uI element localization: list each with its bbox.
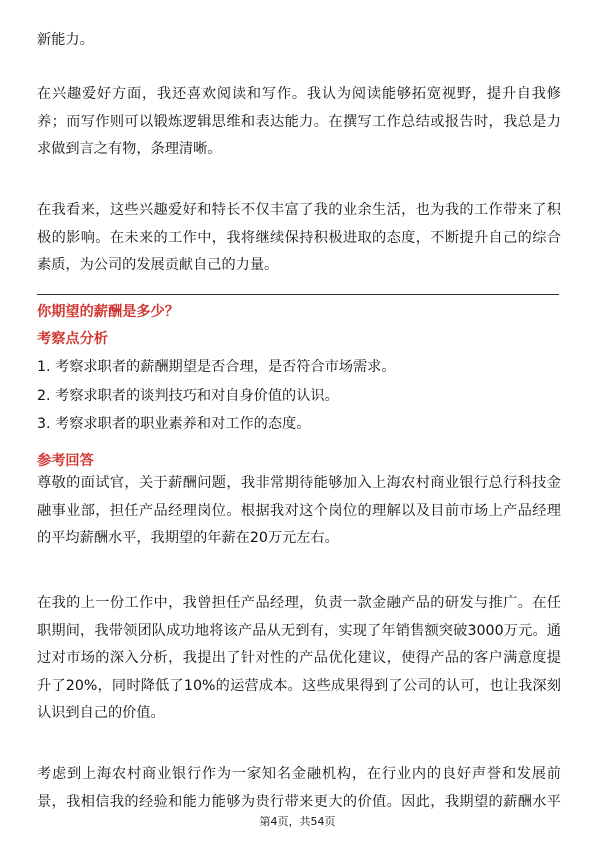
text-line: 在我看来，这些兴趣爱好和特长不仅丰富了我的业余生活，也为我的工作带来了积 <box>37 202 561 218</box>
text-line: 素质，为公司的发展贡献自己的力量。 <box>37 257 279 273</box>
analysis-point: 3. 考察求职者的职业素养和对工作的态度。 <box>37 416 311 432</box>
section-divider <box>37 294 559 295</box>
text-line: 在我的上一份工作中，我曾担任产品经理，负责一款金融产品的研发与推广。在任 <box>37 595 561 611</box>
text-line: 的平均薪酬水平，我期望的年薪在20万元左右。 <box>37 530 339 546</box>
text-line: 过对市场的深入分析，我提出了针对性的产品优化建议，使得产品的客户满意度提 <box>37 650 561 666</box>
answer-heading: 参考回答 <box>37 453 94 469</box>
analysis-point: 2. 考察求职者的谈判技巧和对自身价值的认识。 <box>37 388 339 404</box>
answer-paragraph-1 <box>37 470 561 553</box>
text-line: 考虑到上海农村商业银行作为一家知名金融机构，在行业内的良好声誉和发展前 <box>37 766 561 782</box>
top-fragment <box>37 27 561 55</box>
text-line: 养；而写作则可以锻炼逻辑思维和表达能力。在撰写工作总结或报告时，我总是力 <box>37 113 561 130</box>
answer-paragraph-2 <box>37 590 561 728</box>
text-line: 尊敬的面试官，关于薪酬问题，我非常期待能够加入上海农村商业银行总行科技金 <box>37 475 561 491</box>
text-line: 融事业部，担任产品经理岗位。根据我对这个岗位的理解以及目前市场上产品经理 <box>37 502 561 519</box>
hobbies-paragraph <box>37 81 561 164</box>
question-title: 你期望的薪酬是多少？ <box>37 304 179 320</box>
text-line: 极的影响。在未来的工作中，我将继续保持积极进取的态度，不断提升自己的综合 <box>37 229 561 246</box>
answer-paragraph-3 <box>37 761 561 816</box>
view-paragraph <box>37 197 561 280</box>
text-line: 认识到自己的价值。 <box>37 705 165 721</box>
text-line: 在兴趣爱好方面，我还喜欢阅读和写作。我认为阅读能够拓宽视野，提升自我修 <box>37 86 561 102</box>
text-line: 升了20%，同时降低了10%的运营成本。这些成果得到了公司的认可，也让我深刻 <box>37 677 561 694</box>
analysis-heading: 考察点分析 <box>37 331 108 347</box>
text-line: 职期间，我带领团队成功地将该产品从无到有，实现了年销售额突破3000万元。通 <box>37 622 561 639</box>
page-number: 第4页，共54页 <box>259 815 336 828</box>
text-line: 新能力。 <box>37 32 94 48</box>
text-line: 求做到言之有物，条理清晰。 <box>37 141 222 157</box>
analysis-point: 1. 考察求职者的薪酬期望是否合理，是否符合市场需求。 <box>37 359 396 375</box>
text-line: 景，我相信我的经验和能力能够为贵行带来更大的价值。因此，我期望的薪酬水平 <box>37 793 561 810</box>
